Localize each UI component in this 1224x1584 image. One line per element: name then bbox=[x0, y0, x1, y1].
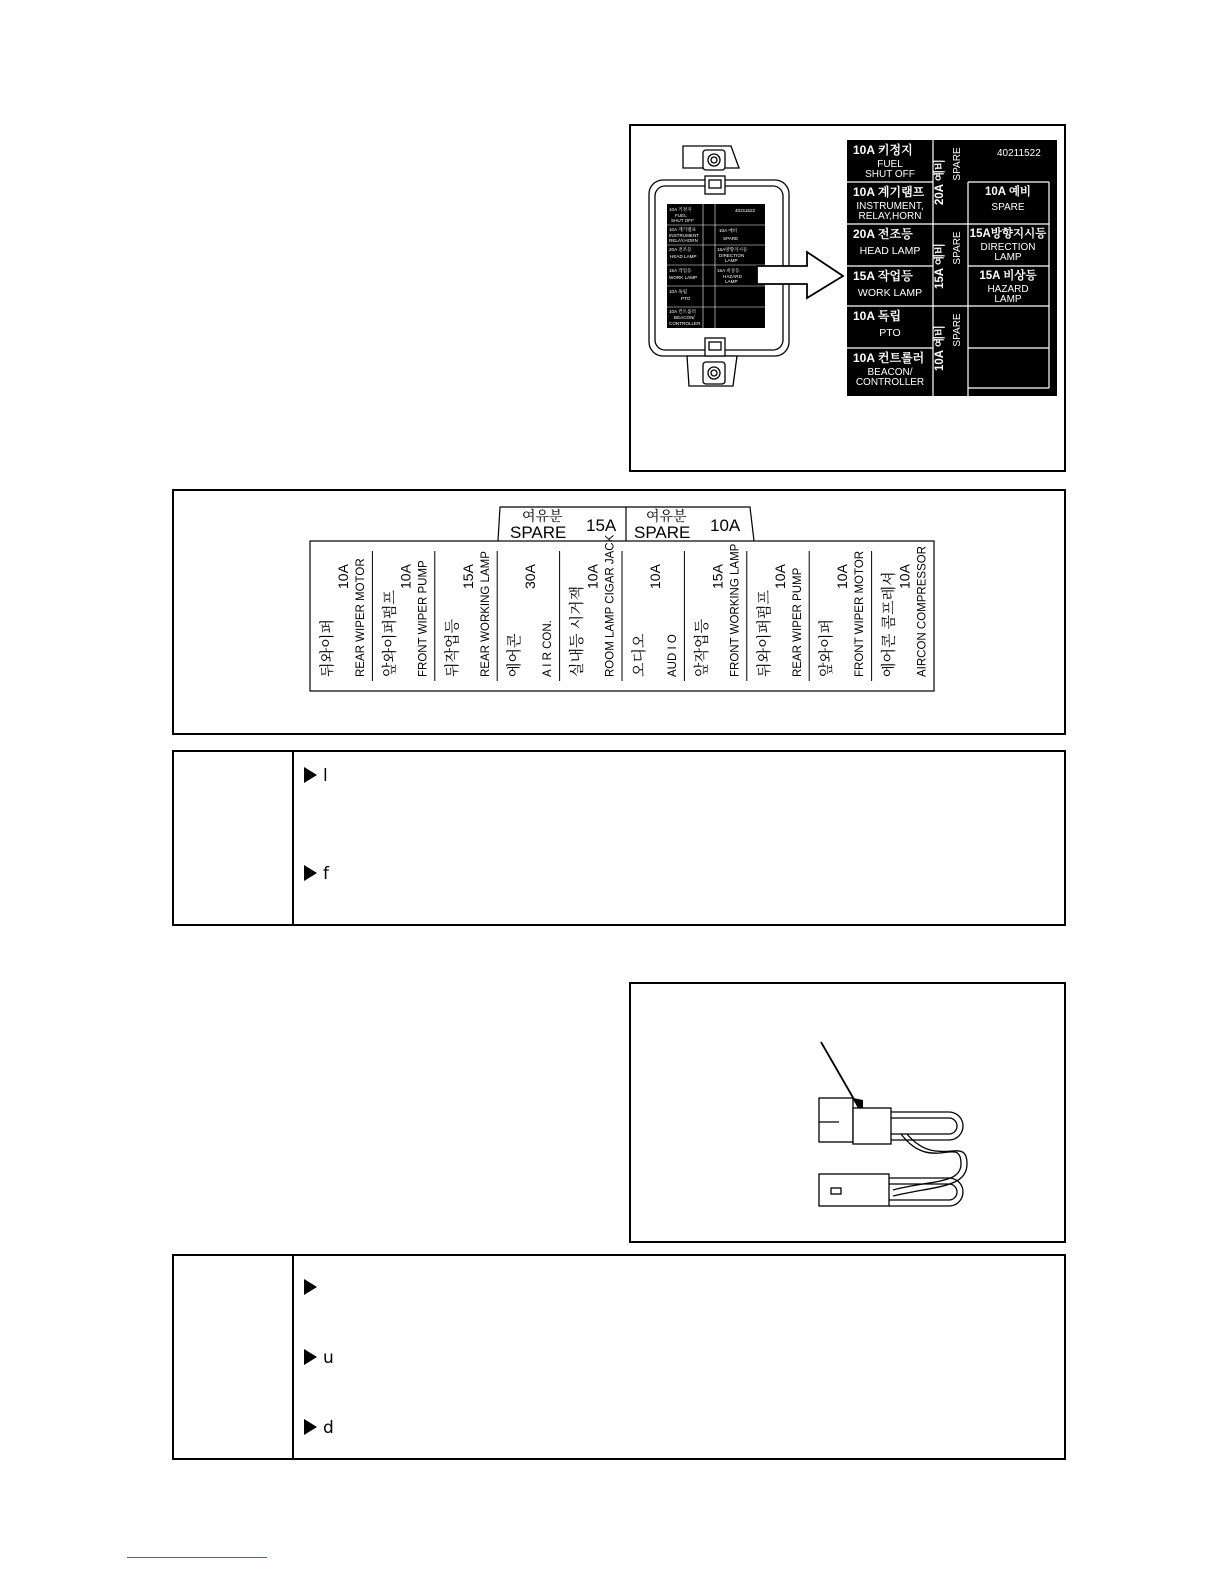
fuse-name-en: ROOM LAMP CIGAR JACK bbox=[604, 534, 617, 677]
svg-text:10A 계기램프: 10A 계기램프 bbox=[669, 227, 696, 232]
fuse-name-ko: 뒤작업등 bbox=[443, 619, 461, 677]
svg-text:CONTROLLER: CONTROLLER bbox=[669, 321, 701, 326]
svg-text:20A 전조등: 20A 전조등 bbox=[669, 247, 692, 252]
svg-text:INSTRUMENT: INSTRUMENT bbox=[669, 233, 700, 238]
part-number: 40211522 bbox=[997, 148, 1041, 159]
fuse-name-ko: 에어콘 콤프레셔 bbox=[880, 571, 898, 677]
fusebox-small-label bbox=[667, 204, 765, 328]
spare-tab-amp: 10A bbox=[710, 516, 741, 535]
note-box-1 bbox=[172, 750, 1066, 926]
svg-text:LAMP: LAMP bbox=[725, 258, 738, 263]
spare-tab-ko: 여유분 bbox=[522, 508, 563, 524]
spare-column-ko: 15A 예비 bbox=[934, 242, 946, 290]
svg-text:FUEL: FUEL bbox=[675, 213, 687, 218]
note-1-line-1: l bbox=[304, 766, 328, 786]
fuse-name-ko: 실내등 시거잭 bbox=[568, 585, 586, 677]
fuse-amp: 10A bbox=[397, 564, 414, 589]
aircon-fuse-column bbox=[880, 546, 929, 677]
fuse-row-en-1: HEAD LAMP bbox=[859, 245, 921, 257]
aircon-fuse-column bbox=[692, 543, 741, 677]
aircon-fuse-column bbox=[755, 563, 804, 677]
fuse-row-heading: 10A 키정지 bbox=[853, 143, 913, 157]
spare-column-ko: 10A 예비 bbox=[934, 324, 946, 372]
fuse-name-en: FRONT WIPER MOTOR bbox=[854, 550, 867, 677]
spare-column-en: SPARE bbox=[952, 231, 963, 265]
right-cell-en-2: LAMP bbox=[994, 294, 1022, 305]
note-box-1-side bbox=[174, 752, 294, 924]
fuse-amp: 10A bbox=[896, 564, 913, 589]
svg-text:LAMP: LAMP bbox=[725, 279, 738, 284]
bullet-triangle-icon bbox=[304, 767, 317, 783]
note-1-line-2: f bbox=[304, 864, 329, 884]
fuse-row-heading: 15A 작업등 bbox=[853, 269, 913, 283]
fuse-name-en: REAR WIPER PUMP bbox=[791, 567, 804, 677]
fuse-name-ko: 앞와이퍼펌프 bbox=[381, 590, 399, 677]
aircon-fuse-column bbox=[318, 558, 367, 677]
aircon-fuse-column bbox=[443, 551, 492, 677]
fuse-name-ko: 에어콘 bbox=[506, 633, 524, 677]
svg-text:10A 키정지: 10A 키정지 bbox=[669, 207, 692, 212]
right-cell-en-2: LAMP bbox=[994, 252, 1022, 263]
spare-tab-en: SPARE bbox=[634, 523, 691, 542]
spare-column-en: SPARE bbox=[952, 147, 963, 181]
spare-column-en: SPARE bbox=[952, 313, 963, 347]
bullet-triangle-icon bbox=[304, 865, 317, 881]
aircon-fuse-column bbox=[568, 534, 617, 677]
svg-text:10A 컨트롤러: 10A 컨트롤러 bbox=[669, 309, 696, 314]
svg-text:SPARE: SPARE bbox=[723, 236, 739, 241]
spare-tab-en: SPARE bbox=[510, 523, 567, 542]
fusebox-label-enlarged bbox=[847, 140, 1057, 396]
svg-text:PTO: PTO bbox=[681, 296, 691, 301]
svg-text:DIRECTION: DIRECTION bbox=[719, 253, 745, 258]
bullet-triangle-icon bbox=[304, 1349, 317, 1365]
aircon-fuse-column bbox=[817, 551, 866, 677]
connector-wire bbox=[893, 1134, 961, 1190]
note-2-line-1 bbox=[304, 1278, 323, 1298]
right-cell-en-1: HAZARD bbox=[987, 284, 1029, 295]
fuse-row-en-2: RELAY,HORN bbox=[858, 211, 922, 222]
fuse-name-en: FRONT WIPER PUMP bbox=[417, 560, 430, 677]
svg-text:HAZARD: HAZARD bbox=[723, 274, 742, 279]
fuse-row-heading: 10A 독립 bbox=[853, 309, 902, 323]
aircon-fuse-column bbox=[505, 563, 554, 677]
spare-column-ko: 20A 예비 bbox=[934, 158, 946, 206]
note-box-2-side bbox=[174, 1256, 294, 1458]
right-cell-en-1: DIRECTION bbox=[980, 242, 1036, 253]
svg-text:HEAD LAMP: HEAD LAMP bbox=[670, 254, 697, 259]
fuse-name-ko: 오디오 bbox=[631, 633, 648, 677]
fuse-name-en: FRONT WORKING LAMP bbox=[729, 543, 742, 677]
svg-text:10A 독립: 10A 독립 bbox=[669, 289, 688, 294]
fuse-row-en-1: PTO bbox=[879, 327, 901, 339]
svg-text:SHUT OFF: SHUT OFF bbox=[671, 218, 694, 223]
bullet-triangle-icon bbox=[304, 1279, 317, 1295]
svg-text:15A 비상등: 15A 비상등 bbox=[717, 268, 740, 273]
fuse-row-en-1: WORK LAMP bbox=[857, 287, 923, 299]
svg-text:15A방향지시등: 15A방향지시등 bbox=[717, 247, 748, 252]
fuse-amp: 10A bbox=[584, 564, 601, 589]
fuse-row-en-2: CONTROLLER bbox=[855, 377, 925, 388]
fusebox-figure bbox=[629, 124, 1066, 472]
fuse-name-en: A I R CON. bbox=[542, 620, 555, 677]
fuse-row-heading: 10A 컨트롤러 bbox=[853, 351, 925, 365]
aircon-fuse-drawing bbox=[174, 491, 1064, 733]
note-2-line-2: u bbox=[304, 1348, 334, 1368]
fuse-row-en-2: SHUT OFF bbox=[865, 169, 915, 180]
svg-text:10A 예비: 10A 예비 bbox=[719, 228, 738, 233]
connector-figure bbox=[629, 982, 1066, 1243]
fuse-row-en-1: BEACON/ bbox=[867, 367, 913, 378]
fuse-name-ko: 뒤와이퍼 bbox=[319, 619, 336, 677]
svg-text:15A 작업등: 15A 작업등 bbox=[669, 268, 692, 273]
svg-text:WORK LAMP: WORK LAMP bbox=[669, 275, 698, 280]
note-box-2 bbox=[172, 1254, 1066, 1460]
svg-text:BEACON/: BEACON/ bbox=[674, 315, 695, 320]
fuse-amp: 10A bbox=[335, 564, 351, 589]
fuse-name-en: AIRCON COMPRESSOR bbox=[916, 546, 929, 677]
fuse-amp: 10A bbox=[647, 564, 663, 589]
aircon-fuse-column bbox=[380, 560, 429, 677]
fuse-name-en: REAR WIPER MOTOR bbox=[355, 558, 367, 677]
fuse-name-en: AUD I O bbox=[667, 634, 679, 677]
spare-tab-amp: 15A bbox=[586, 516, 617, 535]
fusebox-drawing bbox=[631, 126, 1064, 470]
fuse-amp: 10A bbox=[771, 564, 788, 589]
bullet-triangle-icon bbox=[304, 1419, 317, 1435]
svg-text:40211522: 40211522 bbox=[735, 208, 756, 213]
connector-drawing bbox=[631, 984, 1064, 1241]
aircon-fuse-column bbox=[630, 563, 679, 677]
fuse-name-en: REAR WORKING LAMP bbox=[479, 551, 492, 677]
fuse-row-en-1: INSTRUMENT, bbox=[856, 201, 924, 212]
aircon-fuse-figure bbox=[172, 489, 1066, 735]
svg-text:RELAY,HORN: RELAY,HORN bbox=[669, 238, 698, 243]
spare-tab-ko: 여유분 bbox=[646, 508, 687, 524]
fuse-amp: 30A bbox=[522, 564, 539, 589]
right-cell-heading: 15A 비상등 bbox=[979, 270, 1037, 282]
fuse-name-ko: 앞와이퍼 bbox=[818, 619, 836, 677]
fuse-row-heading: 20A 전조등 bbox=[853, 227, 913, 241]
footer-rule bbox=[127, 1557, 267, 1558]
connector-upper bbox=[819, 1098, 963, 1144]
fuse-name-ko: 뒤와이퍼펌프 bbox=[755, 590, 773, 677]
connector-lower bbox=[819, 1174, 963, 1206]
right-cell-heading: 15A방향지시등 bbox=[969, 228, 1047, 240]
fuse-name-ko: 앞작업등 bbox=[693, 619, 711, 677]
right-cell-en-1: SPARE bbox=[991, 202, 1025, 213]
fuse-row-en-1: FUEL bbox=[877, 159, 903, 170]
fuse-amp: 15A bbox=[709, 564, 726, 589]
note-2-line-3: d bbox=[304, 1418, 334, 1438]
right-cell-heading: 10A 예비 bbox=[984, 186, 1032, 198]
fuse-amp: 15A bbox=[459, 564, 476, 589]
fuse-row-heading: 10A 계기램프 bbox=[853, 185, 925, 199]
fuse-amp: 10A bbox=[834, 564, 851, 589]
